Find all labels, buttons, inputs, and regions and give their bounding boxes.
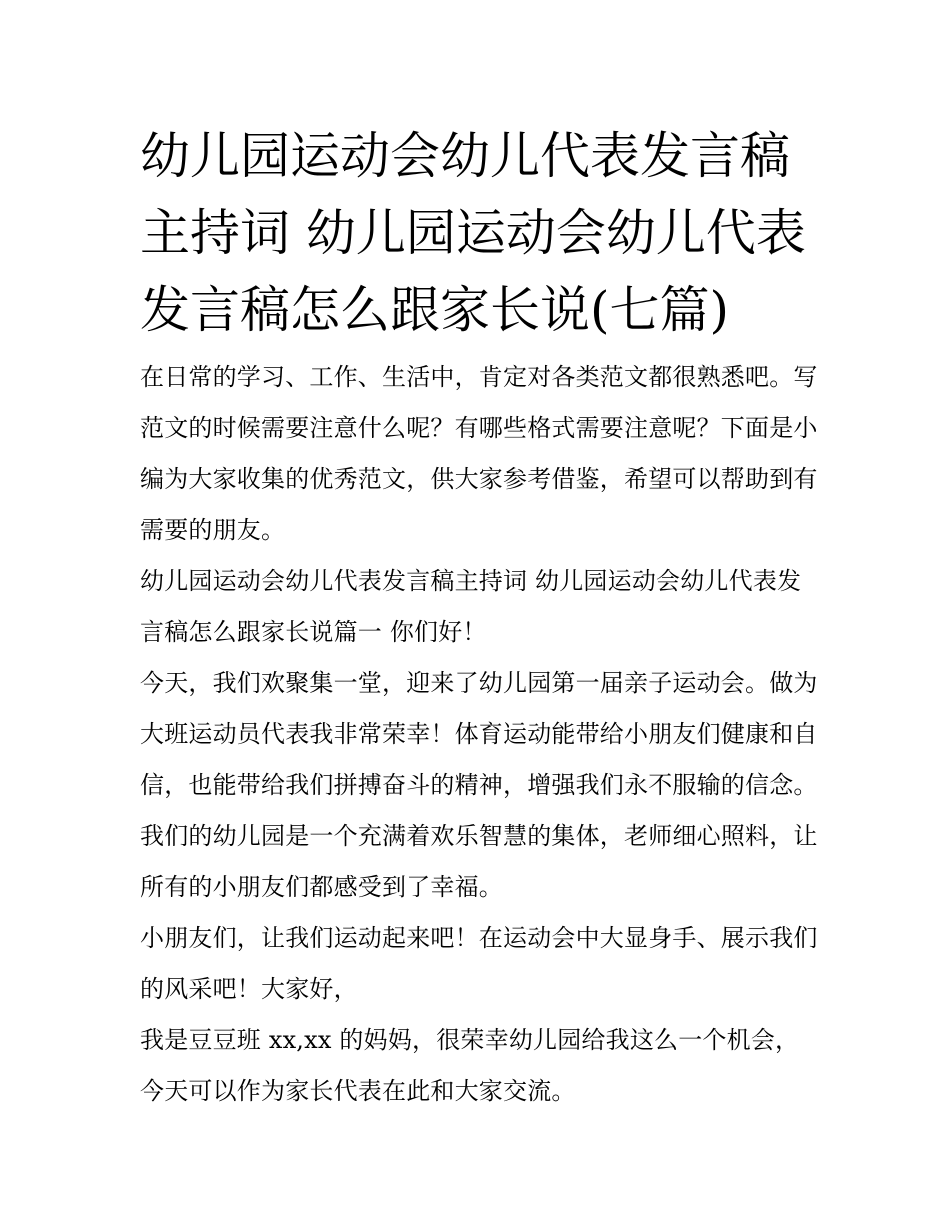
document-title: 幼儿园运动会幼儿代表发言稿主持词 幼儿园运动会幼儿代表发言稿怎么跟家长说(七篇): [140, 127, 806, 339]
document-body: [140, 352, 820, 1117]
paragraph-heading-part-one: 幼儿园运动会幼儿代表发言稿主持词 幼儿园运动会幼儿代表发言稿怎么跟家长说篇一 你们好！: [140, 567, 802, 646]
paragraph-children-call: 小朋友们，让我们运动起来吧！在运动会中大显身手、展示我们的风采吧！大家好，: [140, 924, 818, 1003]
paragraph-intro: 在日常的学习、工作、生活中，肯定对各类范文都很熟悉吧。写范文的时候需要注意什么呢？有哪些格式需要注意呢？下面是小编为大家收集的优秀范文，供大家参考借鉴，希望可以帮助到有需要的朋友。: [140, 363, 818, 544]
paragraph-sports-meet: 今天，我们欢聚集一堂，迎来了幼儿园第一届亲子运动会。做为大班运动员代表我非常荣幸！体育运动能带给小朋友们健康和自信，也能带给我们拼搏奋斗的精神，增强我们永不服输的信念。我们的幼儿园是一个充满着欢乐智慧的集体，老师细心照料，让所有的小朋友们都感受到了幸福。: [140, 669, 818, 901]
paragraph-parent-intro: 我是豆豆班 xx,xx 的妈妈，很荣幸幼儿园给我这么一个机会，今天可以作为家长代表在此和大家交流。: [140, 1026, 800, 1105]
